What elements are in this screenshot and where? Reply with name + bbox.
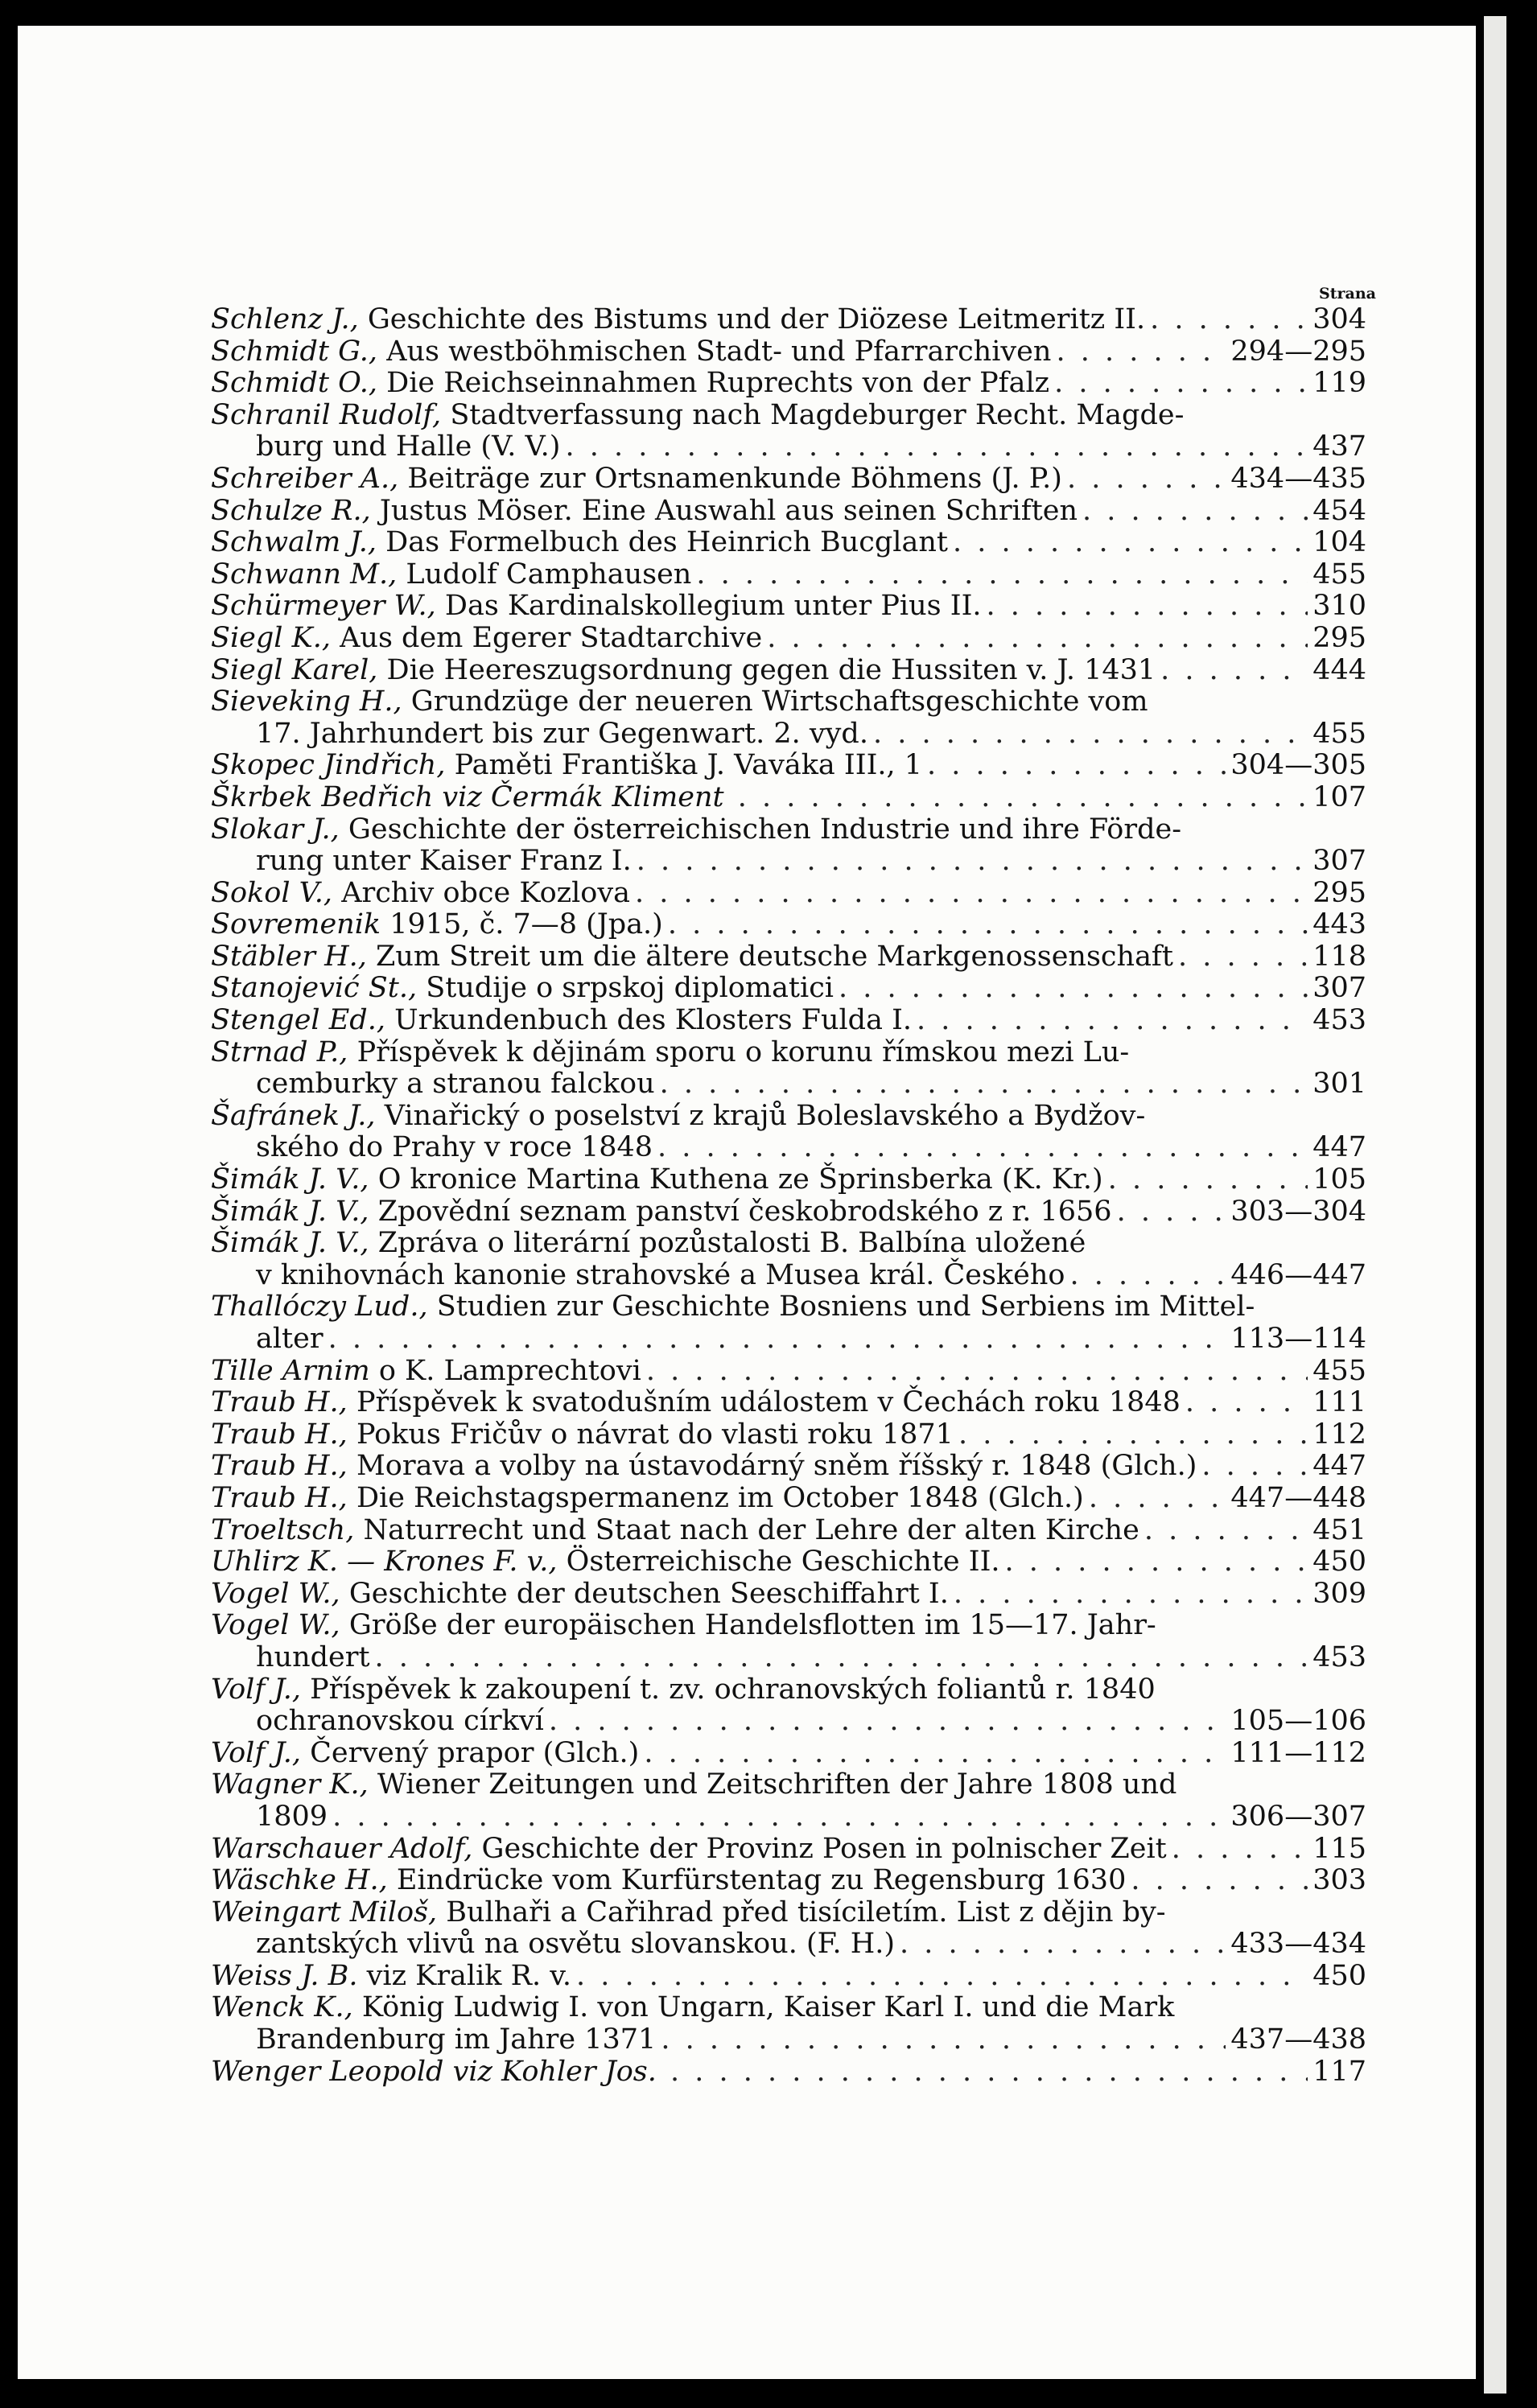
index-entry (211, 1992, 1366, 2056)
index-entry (211, 941, 1366, 973)
entry-page-number: 437 (1312, 430, 1366, 463)
entry-line (211, 686, 1366, 718)
entry-line (211, 1769, 1366, 1801)
entry-line (211, 1897, 1366, 1929)
entry-page-number: 107 (1312, 780, 1366, 813)
index-entry (211, 304, 1366, 336)
entry-author: Škrbek Bedřich viz Čermák Kliment (211, 780, 724, 813)
entry-page-number: 115 (1312, 1832, 1366, 1865)
entry-title: Paměti Františka J. Vaváka III., 1 (454, 749, 923, 782)
entry-line (211, 718, 1366, 751)
entry-line (211, 304, 1366, 336)
entry-author: Traub H., (211, 1386, 348, 1419)
leader-dots (646, 1356, 1308, 1388)
entry-line (211, 846, 1366, 878)
leader-dots (668, 909, 1308, 941)
entry-author: Weiss J. B. (211, 1959, 358, 1992)
index-entry (211, 559, 1366, 591)
entry-line (211, 400, 1366, 432)
entry-title: 1915, č. 7—8 (Jpa.) (389, 908, 663, 941)
entry-author: Traub H., (211, 1418, 348, 1451)
entry-author: Wäschke H., (211, 1864, 388, 1897)
entry-line (211, 1674, 1366, 1706)
page-column-label: Strana (1319, 285, 1376, 303)
index-entry (211, 368, 1366, 400)
entry-page-number: 454 (1312, 494, 1366, 527)
leader-dots (696, 559, 1308, 591)
leader-dots (1089, 1483, 1226, 1515)
entry-author: Stäbler H., (211, 940, 367, 973)
entry-title: Größe der europäischen Handelsflotten im 15—17. Jahr- (348, 1609, 1156, 1642)
entry-page-number: 304 (1312, 303, 1366, 335)
entry-title: Vinařický o poselství z krajů Boleslavského a Bydžov- (384, 1099, 1146, 1132)
entry-title: Geschichte der Provinz Posen in polnischer Zeit (481, 1832, 1167, 1865)
leader-dots (958, 1419, 1308, 1451)
leader-dots (332, 1801, 1226, 1834)
leader-dots (927, 750, 1226, 782)
leader-dots (954, 1579, 1308, 1611)
entry-author: Wenger Leopold viz Kohler Jos. (211, 2055, 657, 2088)
index-entry (211, 814, 1366, 878)
index-entry (211, 336, 1366, 368)
leader-dots (660, 1068, 1308, 1101)
entry-line (211, 1419, 1366, 1451)
entry-title: ochranovskou církví (256, 1705, 544, 1738)
index-entry (211, 909, 1366, 941)
index-entry (211, 1515, 1366, 1547)
entry-title: Die Reichstagspermanenz im October 1848 (Glch.) (356, 1481, 1084, 1514)
entry-author: Siegl Karel, (211, 653, 378, 686)
entry-page-number: 307 (1312, 845, 1366, 878)
index-entry (211, 1291, 1366, 1355)
leader-dots (738, 782, 1308, 814)
leader-dots (1005, 1546, 1308, 1579)
entry-page-number: 437—438 (1230, 2023, 1366, 2056)
entry-title: Das Formelbuch des Heinrich Bucglant (385, 526, 948, 559)
entry-author: Stengel Ed., (211, 1004, 385, 1037)
entry-author: Traub H., (211, 1481, 348, 1514)
entry-line (211, 431, 1366, 463)
entry-title: 17. Jahrhundert bis zur Gegenwart. 2. vyd. (256, 717, 868, 750)
entry-line (211, 591, 1366, 623)
index-entry (211, 1196, 1366, 1229)
leader-dots (767, 623, 1308, 655)
entry-page-number: 303—304 (1230, 1195, 1366, 1228)
entry-author: Šimák J. V., (211, 1163, 369, 1196)
entry-page-number: 295 (1312, 621, 1366, 654)
entry-title: König Ludwig I. von Ungarn, Kaiser Karl I. und die Mark (361, 1991, 1175, 2024)
entry-title: Wiener Zeitungen und Zeitschriften der Jahre 1808 und (377, 1768, 1177, 1801)
entry-line (211, 1992, 1366, 2024)
entry-page-number: 306—307 (1230, 1800, 1366, 1833)
entry-page-number: 105—106 (1230, 1705, 1366, 1738)
index-entry (211, 1451, 1366, 1483)
index-entry (211, 1387, 1366, 1419)
entry-line (211, 336, 1366, 368)
leader-dots (1144, 1515, 1308, 1547)
entry-line (211, 463, 1366, 496)
entry-page-number: 451 (1312, 1513, 1366, 1546)
entry-line (211, 878, 1366, 910)
entry-title: cemburky a stranou falckou (256, 1068, 655, 1101)
entry-title: Die Reichseinnahmen Ruprechts von der Pfalz (386, 367, 1050, 400)
entry-title: Eindrücke vom Kurfürstentag zu Regensburg 1630 (396, 1864, 1127, 1897)
entry-title: Příspěvek k svatodušním událostem v Čechách roku 1848 (356, 1386, 1181, 1419)
leader-dots (873, 718, 1308, 751)
entry-author: Volf J., (211, 1736, 301, 1769)
index-entry (211, 1834, 1366, 1866)
leader-dots (549, 1706, 1226, 1738)
entry-line (211, 973, 1366, 1005)
entry-title: Geschichte der österreichischen Industrie und ihre Förde- (348, 813, 1182, 846)
entry-page-number: 294—295 (1230, 335, 1366, 368)
entry-title: ského do Prahy v roce 1848 (256, 1131, 653, 1164)
entry-title: Das Kardinalskollegium unter Pius II. (444, 590, 982, 623)
leader-dots (1185, 1387, 1308, 1419)
entry-author: Sokol V., (211, 876, 333, 909)
entry-author: Slokar J., (211, 813, 340, 846)
entry-title: Pokus Fričův o návrat do vlasti roku 1871 (356, 1418, 954, 1451)
entry-line (211, 1164, 1366, 1196)
entry-author: Schwann M., (211, 558, 398, 591)
entry-page-number: 453 (1312, 1004, 1366, 1037)
leader-dots (661, 2024, 1226, 2056)
entry-author: Uhlirz K. — Krones F. v., (211, 1546, 558, 1579)
entry-title: Urkundenbuch des Klosters Fulda I. (394, 1004, 913, 1037)
entry-title: Studien zur Geschichte Bosniens und Serbiens im Mittel- (436, 1290, 1255, 1323)
index-entry (211, 463, 1366, 496)
entry-page-number: 104 (1312, 526, 1366, 559)
entry-page-number: 310 (1312, 590, 1366, 623)
entry-title: Archiv obce Kozlova (341, 876, 630, 909)
leader-dots (1069, 1260, 1226, 1292)
entry-line (211, 1132, 1366, 1164)
entry-page-number: 444 (1312, 653, 1366, 686)
leader-dots (1201, 1451, 1308, 1483)
entry-line (211, 1834, 1366, 1866)
entry-line (211, 1005, 1366, 1037)
entry-line (211, 1579, 1366, 1611)
entry-title: Naturrecht und Staat nach der Lehre der alten Kirche (363, 1513, 1139, 1546)
entry-title: Zum Streit um die ältere deutsche Markgenossenschaft (376, 940, 1173, 973)
entry-author: Stanojević St., (211, 972, 418, 1005)
entry-author: Skopec Jindřich, (211, 749, 446, 782)
entry-line (211, 1706, 1366, 1738)
entry-title: Červený prapor (Glch.) (310, 1736, 640, 1769)
entry-author: Siegl K., (211, 621, 332, 654)
entry-page-number: 434—435 (1230, 462, 1366, 495)
entry-page-number: 455 (1312, 558, 1366, 591)
entry-title: Österreichische Geschichte II. (566, 1546, 1000, 1579)
entry-author: Weingart Miloš, (211, 1896, 438, 1928)
entry-page-number: 446—447 (1230, 1258, 1366, 1291)
entry-page-number: 112 (1312, 1418, 1366, 1451)
entry-line (211, 655, 1366, 687)
entry-author: Schmidt O., (211, 367, 377, 400)
index-entry (211, 2056, 1366, 2089)
entry-title: Ludolf Camphausen (406, 558, 692, 591)
entry-line (211, 1865, 1366, 1897)
index-entry (211, 527, 1366, 559)
index-entry (211, 1546, 1366, 1579)
leader-dots (1172, 1834, 1308, 1866)
entry-line (211, 1323, 1366, 1356)
index-entry (211, 686, 1366, 750)
entry-line (211, 1546, 1366, 1579)
entry-title: Grundzüge der neueren Wirtschaftsgeschichte vom (410, 685, 1148, 718)
entry-author: Strnad P., (211, 1035, 348, 1068)
entry-author: Vogel W., (211, 1609, 340, 1642)
entry-line (211, 559, 1366, 591)
entry-page-number: 447 (1312, 1131, 1366, 1164)
entry-line (211, 1068, 1366, 1101)
index-entry (211, 1579, 1366, 1611)
leader-dots (565, 431, 1308, 463)
entry-author: Šimák J. V., (211, 1195, 369, 1228)
index-entry (211, 1610, 1366, 1673)
entry-line (211, 1451, 1366, 1483)
entry-line (211, 1101, 1366, 1133)
index-entry (211, 655, 1366, 687)
entry-title: Zpráva o literární pozůstalosti B. Balbína uložené (377, 1227, 1086, 1260)
entry-line (211, 623, 1366, 655)
entry-title: zantských vlivů na osvětu slovanskou. (F. H.) (256, 1928, 895, 1961)
entry-page-number: 309 (1312, 1577, 1366, 1610)
entry-line (211, 496, 1366, 528)
leader-dots (900, 1928, 1226, 1961)
leader-dots (987, 591, 1308, 623)
entry-author: Tille Arnim (211, 1354, 370, 1387)
entry-page-number: 450 (1312, 1959, 1366, 1992)
entry-page-number: 118 (1312, 940, 1366, 973)
page-edge (1484, 16, 1506, 2394)
entry-line (211, 1356, 1366, 1388)
index-entry (211, 750, 1366, 782)
entry-page-number: 307 (1312, 972, 1366, 1005)
entry-page-number: 453 (1312, 1640, 1366, 1673)
entry-title: Bulhaři a Cařihrad před tisíciletím. List z dějin by- (446, 1896, 1166, 1928)
entry-title: hundert (256, 1640, 370, 1673)
index-list (211, 283, 1376, 2088)
entry-line (211, 782, 1366, 814)
entry-author: Wagner K., (211, 1768, 369, 1801)
index-entry (211, 1897, 1366, 1961)
entry-page-number: 433—434 (1230, 1928, 1366, 1961)
index-entry (211, 973, 1366, 1005)
entry-page-number: 113—114 (1230, 1323, 1366, 1355)
index-entry (211, 1961, 1366, 1993)
entry-line (211, 527, 1366, 559)
leader-dots (1160, 655, 1308, 687)
entry-title: 1809 (256, 1800, 328, 1833)
entry-page-number: 301 (1312, 1068, 1366, 1101)
entry-author: Schlenz J., (211, 303, 359, 335)
entry-author: Schranil Rudolf, (211, 398, 442, 431)
entry-title: alter (256, 1323, 323, 1355)
entry-page-number: 295 (1312, 876, 1366, 909)
leader-dots (1082, 496, 1308, 528)
entry-line (211, 750, 1366, 782)
entry-author: Volf J., (211, 1673, 301, 1706)
entry-page-number: 117 (1312, 2055, 1366, 2088)
entry-author: Sovremenik (211, 908, 381, 941)
leader-dots (670, 2056, 1308, 2089)
entry-title: Justus Möser. Eine Auswahl aus seinen Schriften (379, 494, 1078, 527)
entry-title: Aus westböhmischen Stadt- und Pfarrarchiven (386, 335, 1052, 368)
entry-title: Geschichte des Bistums und der Diözese Leitmeritz II. (367, 303, 1146, 335)
entry-line (211, 368, 1366, 400)
entry-line (211, 1260, 1366, 1292)
entry-author: Sieveking H., (211, 685, 402, 718)
index-entry (211, 623, 1366, 655)
index-entry (211, 1037, 1366, 1101)
leader-dots (576, 1961, 1308, 1993)
entry-page-number: 447 (1312, 1450, 1366, 1483)
entry-page-number: 455 (1312, 717, 1366, 750)
leader-dots (953, 527, 1308, 559)
entry-title: Zpovědní seznam panství českobrodského z r. 1656 (377, 1195, 1112, 1228)
entry-author: Thallóczy Lud., (211, 1290, 428, 1323)
leader-dots (635, 878, 1308, 910)
index-entry (211, 496, 1366, 528)
leader-dots (1054, 368, 1308, 400)
entry-title: O kronice Martina Kuthena ze Šprinsberka (K. Kr.) (377, 1163, 1103, 1196)
index-entry (211, 878, 1366, 910)
index-entry (211, 1228, 1366, 1291)
entry-line (211, 909, 1366, 941)
entry-line (211, 1961, 1366, 1993)
leader-dots (1056, 336, 1226, 368)
entry-author: Troeltsch, (211, 1513, 355, 1546)
entry-author: Schreiber A., (211, 462, 399, 495)
entry-author: Schwalm J., (211, 526, 377, 559)
entry-title: Studije o srpskoj diplomatici (426, 972, 834, 1005)
entry-page-number: 111—112 (1230, 1736, 1366, 1769)
entry-title: Aus dem Egerer Stadtarchive (340, 621, 763, 654)
entry-line (211, 1228, 1366, 1260)
entry-page-number: 119 (1312, 367, 1366, 400)
entry-line (211, 814, 1366, 846)
leader-dots (917, 1005, 1308, 1037)
entry-title: Příspěvek k dějinám sporu o korunu římskou mezi Lu- (356, 1035, 1130, 1068)
leader-dots (375, 1642, 1308, 1674)
entry-page-number: 304—305 (1230, 749, 1366, 782)
index-entry (211, 1419, 1366, 1451)
entry-page-number: 111 (1312, 1386, 1366, 1419)
index-entry (211, 1101, 1366, 1164)
entry-page-number: 105 (1312, 1163, 1366, 1196)
entry-line (211, 2056, 1366, 2089)
index-entry (211, 1356, 1366, 1388)
entry-author: Wenck K., (211, 1991, 353, 2024)
index-entry (211, 1865, 1366, 1897)
entry-line (211, 1515, 1366, 1547)
leader-dots (1131, 1865, 1308, 1897)
index-entry (211, 1164, 1366, 1196)
index-entry (211, 1483, 1366, 1515)
index-entry (211, 782, 1366, 814)
entry-line (211, 2024, 1366, 2056)
entry-line (211, 1642, 1366, 1674)
leader-dots (328, 1323, 1226, 1356)
entry-author: Schulze R., (211, 494, 371, 527)
entry-author: Vogel W., (211, 1577, 340, 1610)
entry-page-number: 450 (1312, 1546, 1366, 1579)
entry-line (211, 1483, 1366, 1515)
leader-dots (644, 1738, 1226, 1770)
leader-dots (637, 846, 1308, 878)
entry-title: Die Heereszugsordnung gegen die Hussiten v. J. 1431 (386, 653, 1156, 686)
entry-title: Geschichte der deutschen Seeschiffahrt I. (348, 1577, 949, 1610)
entry-title: rung unter Kaiser Franz I. (256, 845, 632, 878)
entry-title: o K. Lamprechtovi (378, 1354, 641, 1387)
index-entry (211, 1674, 1366, 1738)
leader-dots (1108, 1164, 1308, 1196)
entry-author: Traub H., (211, 1450, 348, 1483)
leader-dots (839, 973, 1308, 1005)
entry-line (211, 941, 1366, 973)
entry-title: Příspěvek k zakoupení t. zv. ochranovských foliantů r. 1840 (310, 1673, 1156, 1706)
entry-author: Schürmeyer W., (211, 590, 436, 623)
index-entry (211, 1738, 1366, 1770)
leader-dots (1150, 304, 1308, 336)
entry-author: Schmidt G., (211, 335, 378, 368)
leader-dots (1178, 941, 1308, 973)
leader-dots (657, 1132, 1308, 1164)
entry-title: Beiträge zur Ortsnamenkunde Böhmens (J. P.) (407, 462, 1062, 495)
entry-line (211, 1610, 1366, 1642)
entry-line (211, 1291, 1366, 1323)
entry-title: viz Kralik R. v. (366, 1959, 571, 1992)
leader-dots (1117, 1196, 1226, 1229)
entry-title: burg und Halle (V. V.) (256, 430, 561, 463)
entry-line (211, 1738, 1366, 1770)
index-entry (211, 400, 1366, 463)
entry-author: Šimák J. V., (211, 1227, 369, 1260)
entry-line (211, 1928, 1366, 1961)
index-entry (211, 591, 1366, 623)
index-entries (211, 304, 1366, 2088)
leader-dots (1067, 463, 1226, 496)
entry-page-number: 443 (1312, 908, 1366, 941)
entry-author: Warschauer Adolf, (211, 1832, 473, 1865)
entry-line (211, 1801, 1366, 1834)
entry-title: Morava a volby na ústavodárný sněm říšský r. 1848 (Glch.) (356, 1450, 1197, 1483)
entry-page-number: 303 (1312, 1864, 1366, 1897)
index-entry (211, 1005, 1366, 1037)
entry-page-number: 447—448 (1230, 1481, 1366, 1514)
entry-page-number: 455 (1312, 1354, 1366, 1387)
entry-line (211, 1037, 1366, 1069)
entry-title: v knihovnách kanonie strahovské a Musea král. Českého (256, 1258, 1065, 1291)
index-entry (211, 1769, 1366, 1833)
entry-title: Brandenburg im Jahre 1371 (256, 2023, 657, 2056)
entry-author: Šafránek J., (211, 1099, 376, 1132)
entry-line (211, 1387, 1366, 1419)
entry-line (211, 1196, 1366, 1229)
entry-title: Stadtverfassung nach Magdeburger Recht. Magde- (450, 398, 1185, 431)
